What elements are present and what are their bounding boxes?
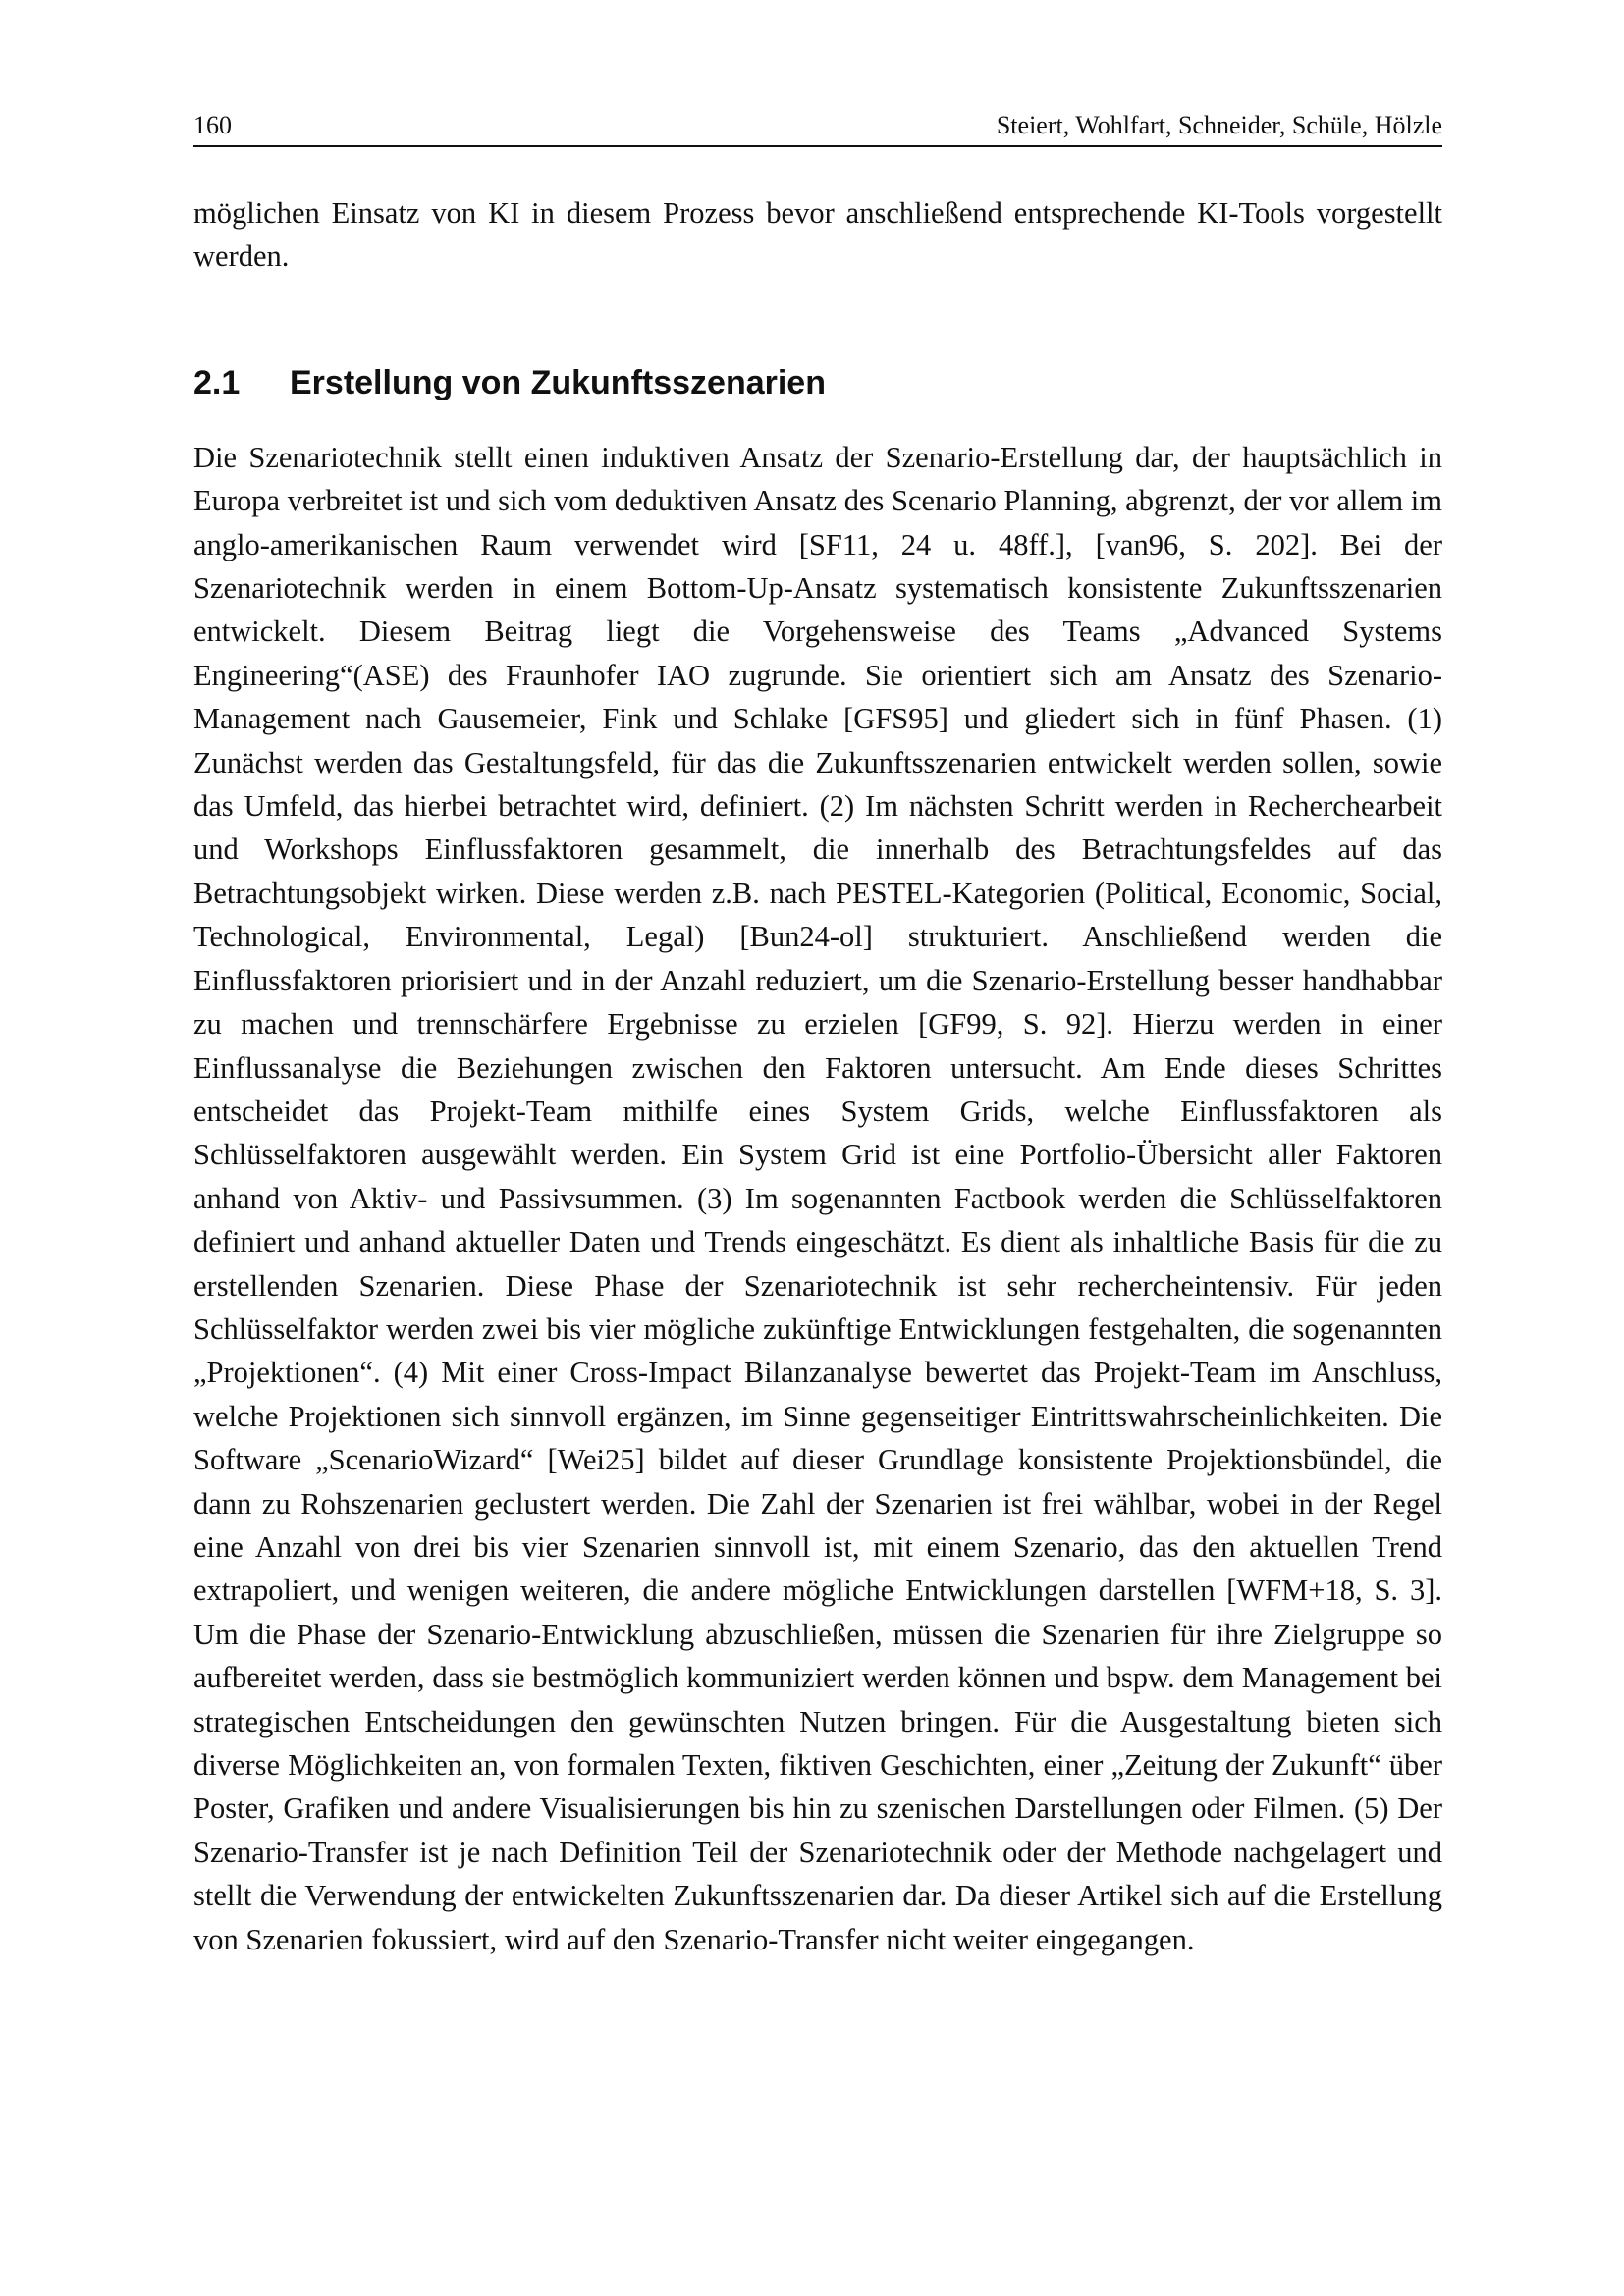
section-number: 2.1 — [193, 363, 241, 401]
body-paragraph: Die Szenariotechnik stellt einen induktiven Ansatz der Szenario-Erstellung dar, der hauptsächlich in Europa verbreitet ist und sich vom deduktiven Ansatz des Scenario Planning, abgrenzt, der vor allem im anglo-amerikanischen Raum verwendet wird [SF11, 24 u. 48ff.], [van96, S. 202]. Bei der Szenariotechnik werden in einem Bottom-Up-Ansatz systematisch konsistente Zukunftsszenarien entwickelt. Diesem Beitrag liegt die Vorgehensweise des Teams „Advanced Systems Engineering“(ASE) des Fraunhofer IAO zugrunde. Sie orientiert sich am Ansatz des Szenario-Management nach Gausemeier, Fink und Schlake [GFS95] und gliedert sich in fünf Phasen. (1) Zunächst werden das Gestaltungsfeld, für das die Zukunftsszenarien entwickelt werden sollen, sowie das Umfeld, das hierbei betrachtet wird, definiert. (2) Im nächsten Schritt werden in Recherchearbeit und Workshops Einflussfaktoren gesammelt, die innerhalb des Betrachtungsfeldes auf das Betrachtungsobjekt wirken. Diese werden z.B. nach PESTEL-Kategorien (Political, Economic, Social, Technological, Environmental, Legal) [Bun24-ol] strukturiert. Anschließend werden die Einflussfaktoren priorisiert und in der Anzahl reduziert, um die Szenario-Erstellung besser handhabbar zu machen und trennschärfere Ergebnisse zu erzielen [GF99, S. 92]. Hierzu werden in einer Einflussanalyse die Beziehungen zwischen den Faktoren untersucht. Am Ende dieses Schrittes entscheidet das Projekt-Team mithilfe eines System Grids, welche Einflussfaktoren als Schlüsselfaktoren ausgewählt werden. Ein System Grid ist eine Portfolio-Übersicht aller Faktoren anhand von Aktiv- und Passivsummen. (3) Im sogenannten Factbook werden die Schlüsselfaktoren definiert und anhand aktueller Daten und Trends eingeschätzt. Es dient als inhaltliche Basis für die zu erstellenden Szenarien. Diese Phase der Szenariotechnik ist sehr rechercheintensiv. Für jeden Schlüsselfaktor werden zwei bis vier mögliche zukünftige Entwicklungen festgehalten, die sogenannten „Projektionen“. (4) Mit einer Cross-Impact Bilanzanalyse bewertet das Projekt-Team im Anschluss, welche Projektionen sich sinnvoll ergänzen, im Sinne gegenseitiger Eintrittswahrscheinlichkeiten. Die Software „ScenarioWizard“ [Wei25] bildet auf dieser Grundlage konsistente Projektionsbündel, die dann zu Rohszenarien geclustert werden. Die Zahl der Szenarien ist frei wählbar, wobei in der Regel eine Anzahl von drei bis vier Szenarien sinnvoll ist, mit einem Szenario, das den aktuellen Trend extrapoliert, und wenigen weiteren, die andere mögliche Entwicklungen darstellen [WFM+18, S. 3]. Um die Phase der Szenario-Entwicklung abzuschließen, müssen die Szenarien für ihre Zielgruppe so aufbereitet werden, dass sie bestmöglich kommuniziert werden können und bspw. dem Management bei strategischen Entscheidungen den gewünschten Nutzen bringen. Für die Ausgestaltung bieten sich diverse Möglichkeiten an, von formalen Texten, fiktiven Geschichten, einer „Zeitung der Zukunft“ über Poster, Grafiken und andere Visualisierungen bis hin zu szenischen Darstellungen oder Filmen. (5) Der Szenario-Transfer ist je nach Definition Teil der Szenariotechnik oder der Methode nachgelagert und stellt die Verwendung der entwickelten Zukunftsszenarien dar. Da dieser Artikel sich auf die Erstellung von Szenarien fokussiert, wird auf den Szenario-Transfer nicht weiter eingegangen. — [193, 440, 1442, 1956]
page-content — [193, 191, 1442, 1961]
page-header — [193, 108, 1442, 147]
page-number: 160 — [193, 111, 232, 139]
intro-paragraph: möglichen Einsatz von KI in diesem Prozess bevor anschließend entsprechende KI-Tools vorgestellt werden. — [193, 196, 1442, 274]
section-heading — [193, 361, 1442, 404]
section-title: Erstellung von Zukunftsszenarien — [290, 363, 826, 401]
running-head-authors: Steiert, Wohlfart, Schneider, Schüle, Hölzle — [996, 111, 1442, 139]
